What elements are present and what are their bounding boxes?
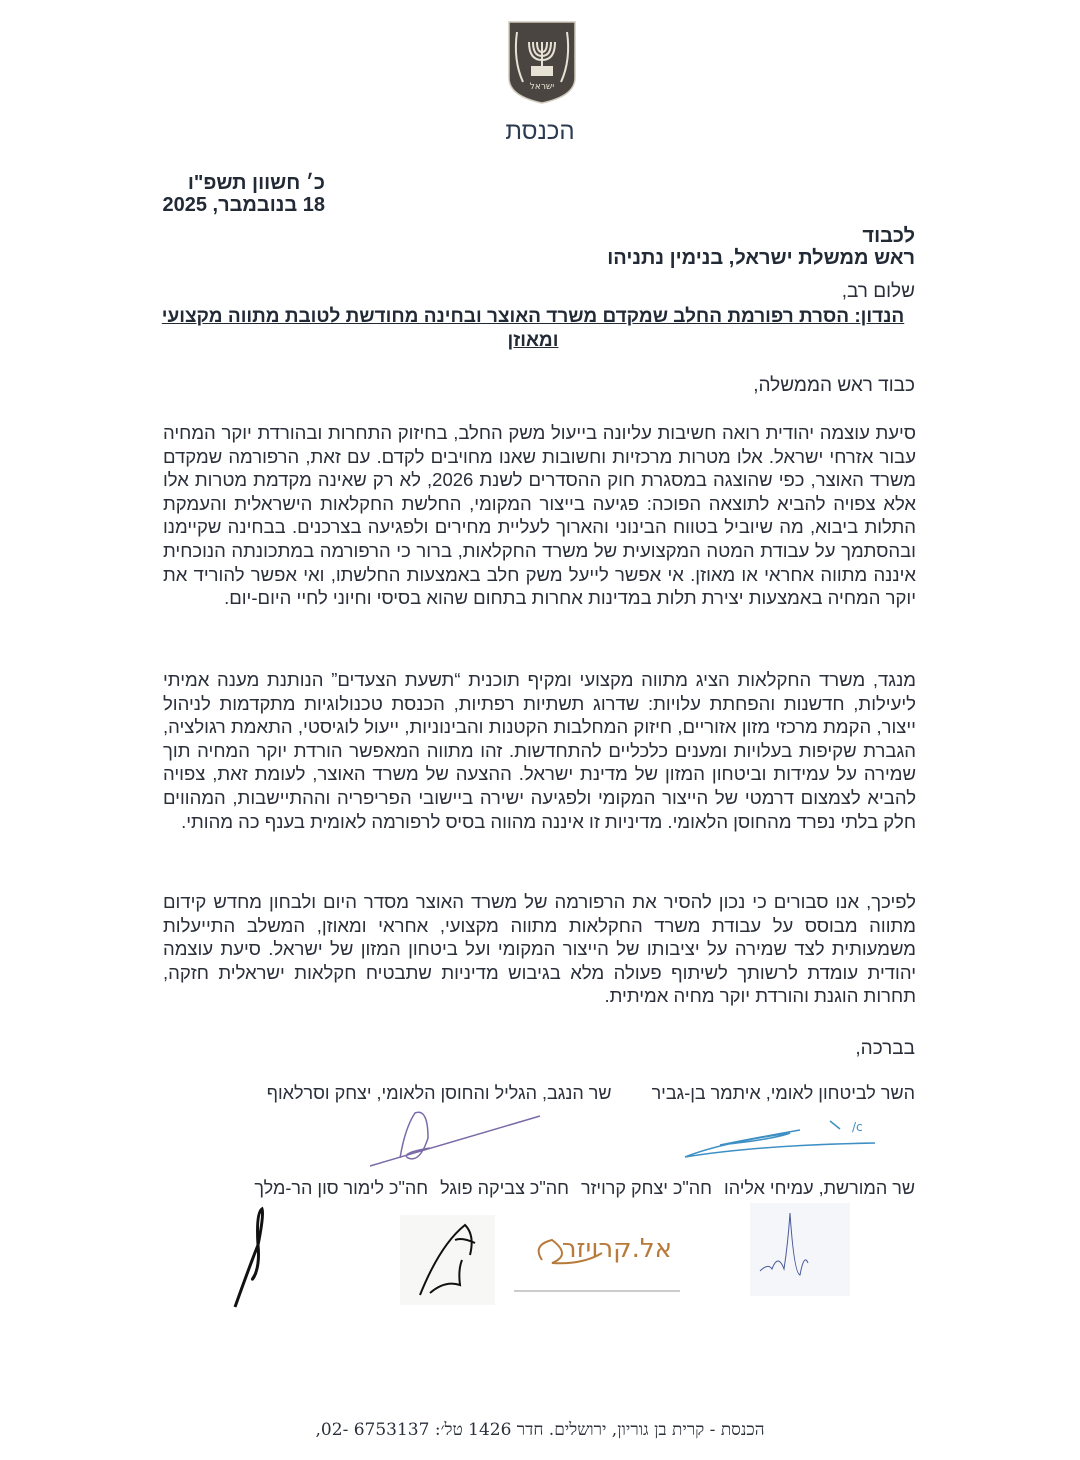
closing: בברכה,	[855, 1038, 915, 1059]
recipient-block	[607, 225, 915, 269]
signer-name: שר המורשת, עמיחי אליהו	[724, 1178, 915, 1198]
emblem-caption: ישראל	[529, 82, 555, 92]
signers-row-1	[227, 1083, 915, 1104]
gregorian-date: 18 בנובמבר, 2025	[162, 194, 325, 216]
body-paragraph: מנגד, משרד החקלאות הציג מתווה מקצועי ומקיף תוכנית “תשעת הצעדים” הנותנת מענה אמיתי ליעילות, חדשנות והפחתת עלויות: שדרוג תשתיות רפתיות, הכנסת טכנולוגיות מתקדמות לניהול ייצור, הקמת מרכזי מזון אזוריים, חיזוק המחלבות הקטנות והבינוניות, ייעול לוגיסטי, התאמת רגולציה, הגברת שקיפות בעלויות ומענים כלכליים להתחדשות. זהו מתווה המאפשר הורדת יוקר המחיה תוך שמירה על עמידות וביטחון המזון של מדינת ישראל. ההצעה של משרד האוצר, לעומת זאת, צפויה להביא לצמצום דרמטי של הייצור המקומי ולפגיעה ישירה ביישובי הפריפריה וההתיישבות, המהווים חלק בלתי נפרד מהחוסן הלאומי. מדיניות זו איננה מהווה בסיס לרפורמה לאומית בענף כה מהותי.	[163, 669, 916, 832]
signature-eliyahu	[230, 1205, 280, 1310]
signer-name: חה"כ צביקה פוגל	[440, 1178, 569, 1198]
signature-kroizer	[512, 1215, 682, 1295]
signer-name: חה"כ יצחק קרויזר	[580, 1178, 713, 1198]
body-paragraph: סיעת עוצמה יהודית רואה חשיבות עליונה בייעול משק החלב, בחיזוק התחרות ובהורדת יוקר המחיה עבור אזרחי ישראל. אלו מטרות מרכזיות וחשובות שאנו מחויבים לקדם. עם זאת, הרפורמה שמקדם משרד האוצר, כפי שהוצגה במסגרת חוק ההסדרים לשנת 2026, לא רק שאינה מקדמת מטרות אלו אלא צפויה להביא לתוצאה הפוכה: פגיעה בייצור המקומי, החלשת החקלאות הישראלית והעמקת התלות ביבוא, מה שיוביל בטווח הבינוני והארוך לעליית מחירים ולפגיעה בצרכנים. בבחינה שקיימנו ובהסתמך על עבודת המטה המקצועית של משרד החקלאות, ברור כי הרפורמה במתכונתה הנוכחית איננה מתווה אחראי או מאוזן. אי אפשר לייעל משק חלב באמצעות החלשתו, ואי אפשר להוריד את יוקר המחיה באמצעות יצירת תלות במדינות אחרות בתחום שהוא בסיסי וחיוני לחיי היום-יום.	[163, 422, 917, 609]
signer-name: חה"כ לימור סון הר-מלך	[254, 1178, 429, 1198]
signer-name: השר לביטחון לאומי, איתמר בן-גביר	[651, 1083, 915, 1103]
signature-wasserlauf	[360, 1108, 550, 1170]
menorah-emblem-icon	[507, 20, 577, 104]
recipient-prefix: לכבוד	[862, 225, 915, 247]
hebrew-date: כ׳ חשוון תשפ"ו	[187, 172, 325, 194]
body-paragraph: לפיכך, אנו סבורים כי נכון להסיר את הרפורמה של משרד האוצר מסדר היום ולבחון מחדש קידום מתווה מבוסס על עבודת משרד החקלאות מתווה מקצועי, אחראי ומאוזן, המשלב התייעלות משמעותית לצד שמירה על יציבותו של הייצור המקומי ועל ביטחון המזון של ישראל. סיעת עוצמה יהודית עומדת לרשותך לשיתוף פעולה מלא בגיבוש מדיניות שתבטיח חקלאות ישראלית חזקה, תחרות הוגנת והורדת יוקר מחיה אמיתית.	[163, 891, 916, 1007]
footer-address: הכנסת - קרית בן גוריון, ירושלים. חדר 1426 טל׳: 6753137 -02,	[315, 1420, 765, 1440]
signer-name: שר הנגב, הגליל והחוסן הלאומי, יצחק וסרלאוף	[266, 1083, 612, 1103]
institution-name: הכנסת	[505, 118, 575, 145]
signers-row-2	[242, 1178, 915, 1199]
signature-kroizer-alt	[400, 1215, 495, 1305]
subject-line: הנדון: הסרת רפורמת החלב שמקדם משרד האוצר ובחינה מחודשת לטובת מתווה מקצועי ומאוזן	[161, 306, 905, 351]
signature-son-har-melech	[750, 1203, 850, 1296]
salutation: כבוד ראש הממשלה,	[753, 375, 915, 396]
signature-ben-gvir	[680, 1115, 880, 1165]
signature-script-text: אל.קרויזר	[561, 1234, 672, 1264]
knesset-emblem	[507, 20, 577, 104]
greeting: שלום רב,	[841, 281, 915, 302]
svg-text:/c: /c	[852, 1120, 863, 1134]
recipient-name: ראש ממשלת ישראל, בנימין נתניהו	[607, 247, 915, 269]
letter-date	[162, 172, 325, 216]
